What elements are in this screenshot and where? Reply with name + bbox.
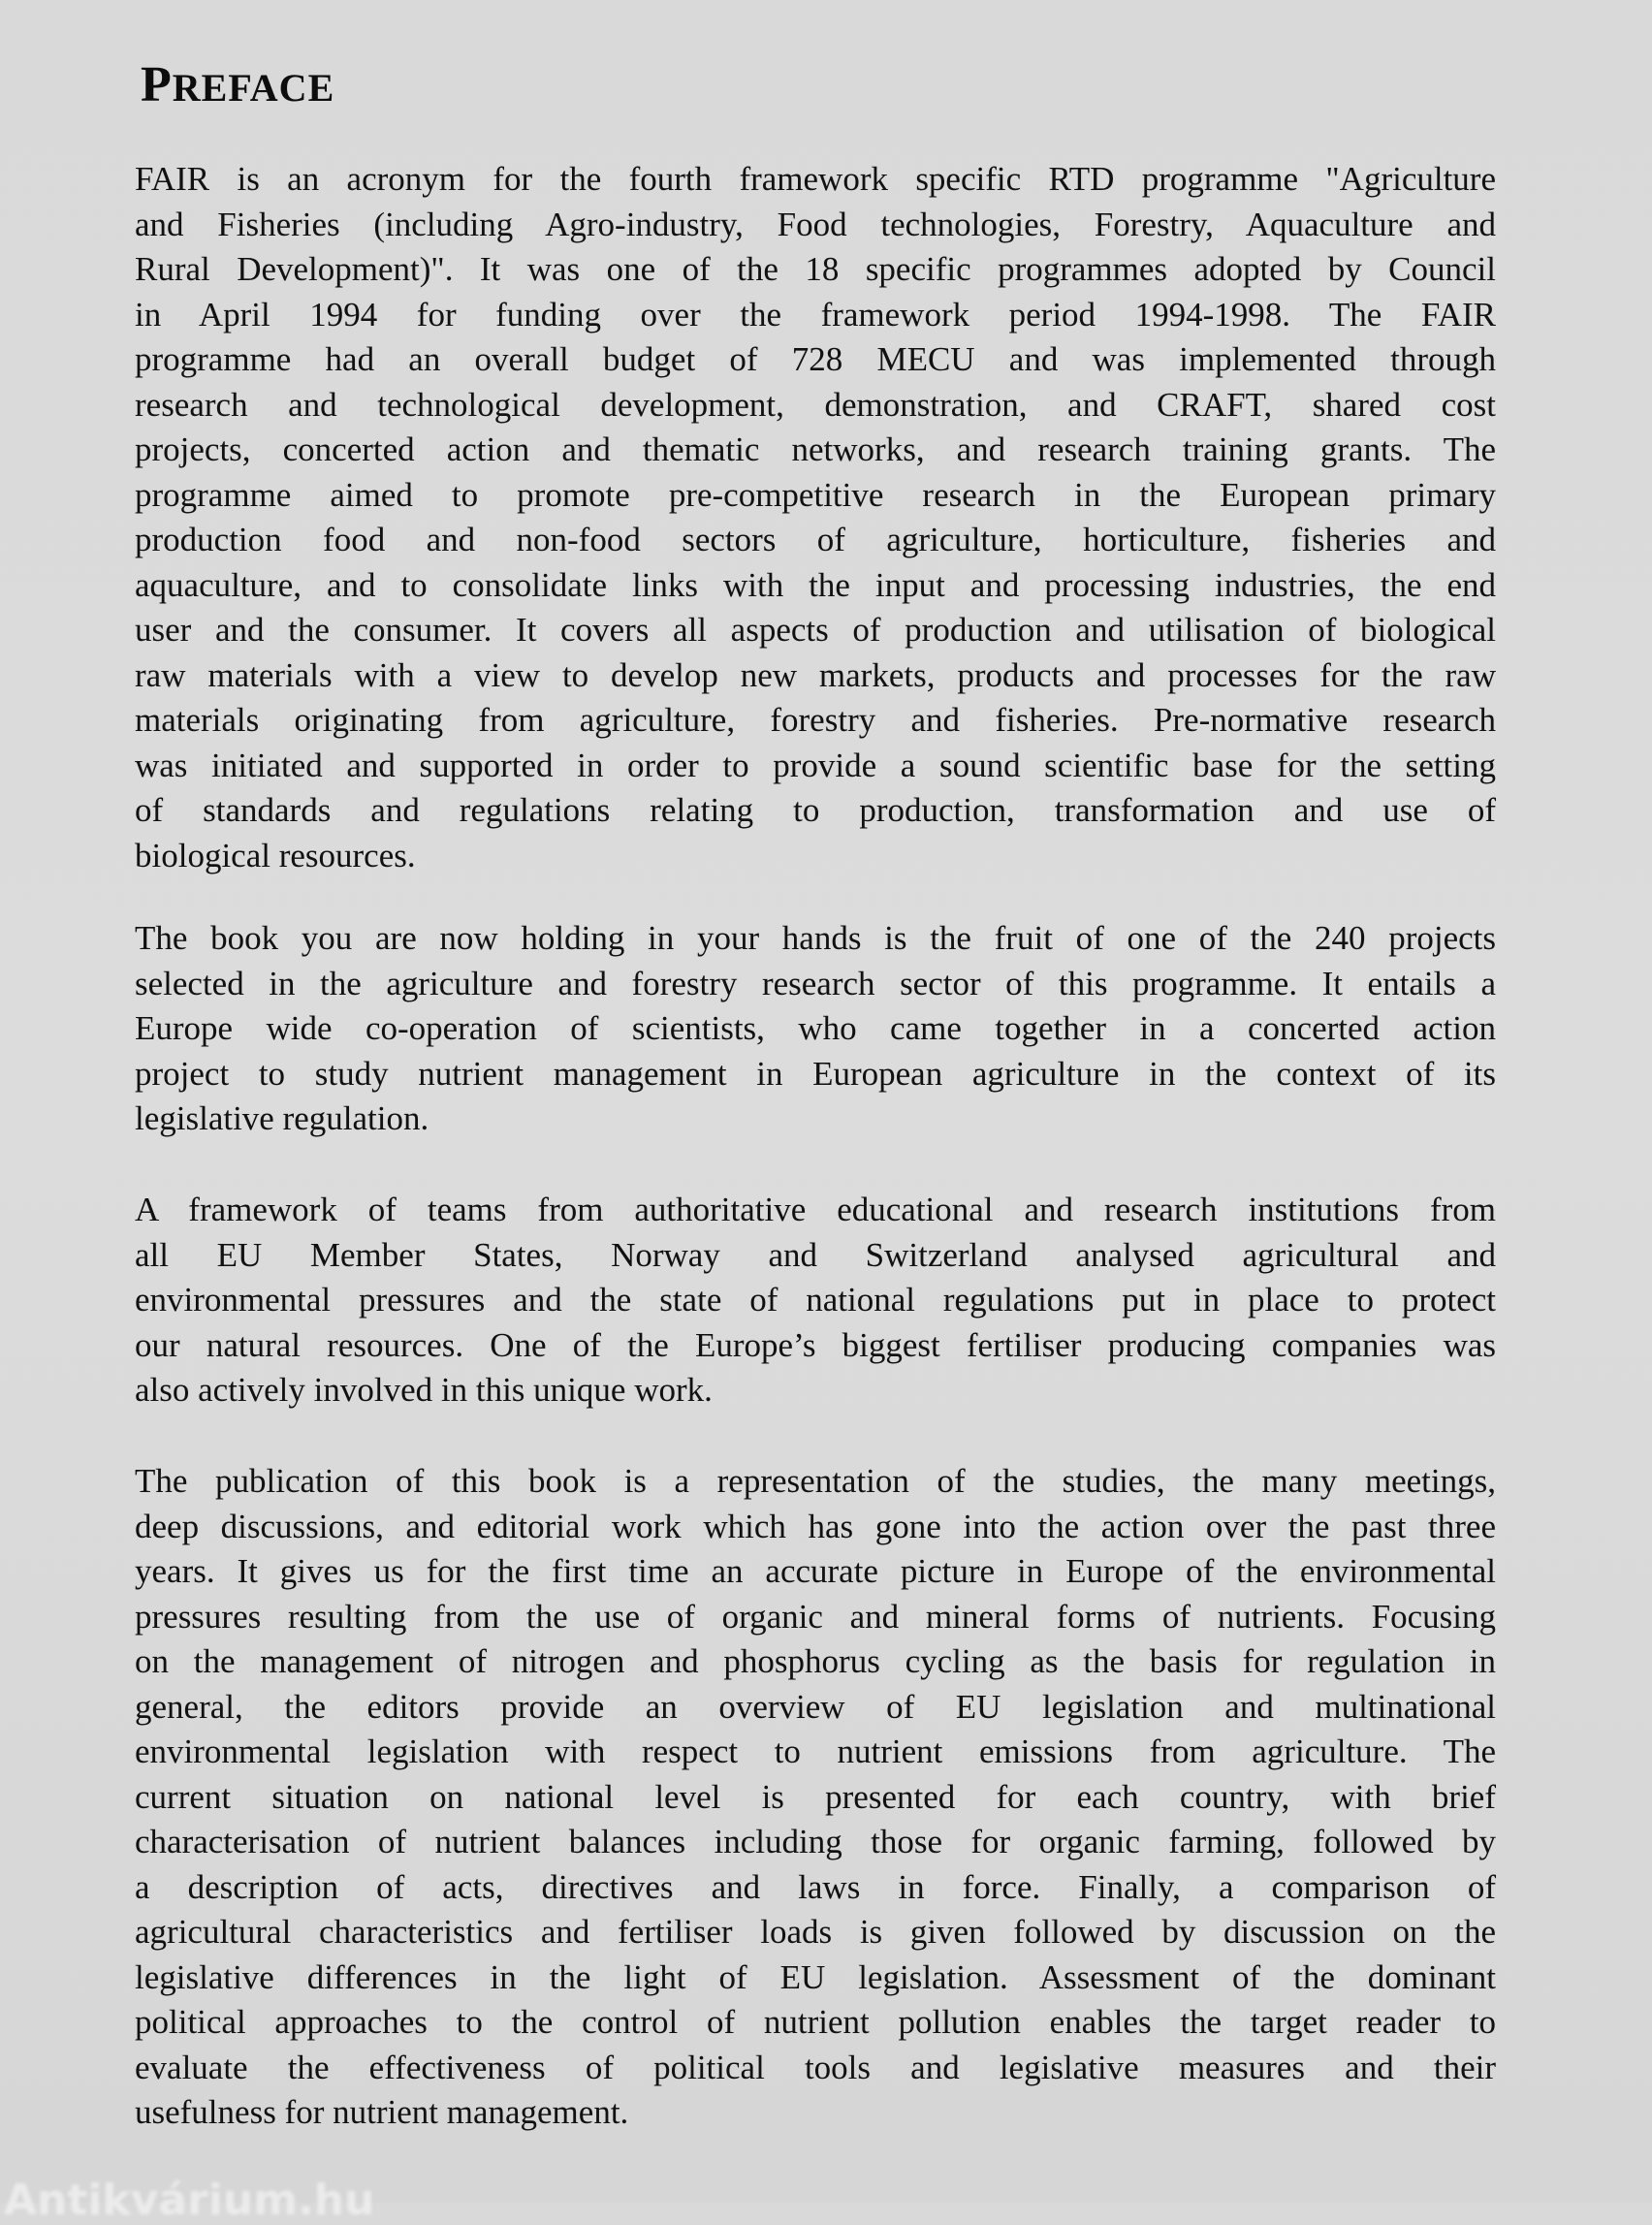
text-line: programme aimed to promote pre-competitive research in the European primary [135, 475, 1496, 514]
text-line: project to study nutrient management in European agriculture in the context of its [135, 1054, 1496, 1093]
text-line: FAIR is an acronym for the fourth framework specific RTD programme "Agriculture [135, 160, 1496, 198]
page-title [141, 56, 334, 113]
text-line: legislative differences in the light of EU legislation. Assessment of the dominant [135, 1957, 1496, 1996]
title-rest: REFACE [172, 66, 335, 110]
text-line: was initiated and supported in order to provide a sound scientific base for the setting [135, 746, 1496, 784]
text-line: The publication of this book is a representation of the studies, the many meetings, [135, 1462, 1496, 1500]
text-line: characterisation of nutrient balances including those for organic farming, followed by [135, 1823, 1496, 1860]
paragraph-publication-summary [135, 1459, 1496, 2136]
text-line: production food and non-food sectors of agriculture, horticulture, fisheries and [135, 521, 1496, 558]
text-line: evaluate the effectiveness of political tools and legislative measures and their [135, 2048, 1496, 2086]
text-line: of standards and regulations relating to production, transformation and use of [135, 791, 1496, 829]
text-line: on the management of nitrogen and phosphorus cycling as the basis for regulation in [135, 1642, 1496, 1680]
text-line: projects, concerted action and thematic networks, and research training grants. The [135, 430, 1496, 468]
text-line: and Fisheries (including Agro-industry, Food technologies, Forestry, Aquaculture and [135, 205, 1496, 243]
text-line: biological resources. [135, 836, 416, 874]
title-initial: P [141, 57, 173, 112]
text-line: years. It gives us for the first time an accurate picture in Europe of the environmental [135, 1552, 1496, 1590]
paragraph-fair-intro [135, 157, 1496, 878]
text-line: political approaches to the control of nutrient pollution enables the target reader to [135, 2003, 1496, 2041]
text-line: deep discussions, and editorial work which has gone into the action over the past three [135, 1507, 1496, 1545]
text-line: Rural Development)". It was one of the 18 specific programmes adopted by Council [135, 250, 1496, 288]
text-line: in April 1994 for funding over the framework period 1994-1998. The FAIR [135, 295, 1496, 334]
text-line: pressures resulting from the use of organic and mineral forms of nutrients. Focusing [135, 1597, 1496, 1636]
text-line: Europe wide co-operation of scientists, who came together in a concerted action [135, 1009, 1496, 1047]
paragraph-book-origin [135, 916, 1496, 1142]
text-line: our natural resources. One of the Europe’s biggest fertiliser producing companies was [135, 1325, 1496, 1364]
text-line: raw materials with a view to develop new markets, products and processes for the raw [135, 655, 1496, 694]
text-line: programme had an overall budget of 728 MECU and was implemented through [135, 340, 1496, 378]
text-line: materials originating from agriculture, forestry and fisheries. Pre-normative research [135, 701, 1496, 739]
text-line: environmental legislation with respect to nutrient emissions from agriculture. The [135, 1732, 1496, 1770]
paragraph-framework-teams [135, 1188, 1496, 1414]
watermark: Antikvárium.hu [4, 2176, 375, 2225]
text-line: a description of acts, directives and laws in force. Finally, a comparison of [135, 1867, 1496, 1906]
text-line: all EU Member States, Norway and Switzerland analysed agricultural and [135, 1235, 1496, 1274]
text-line: aquaculture, and to consolidate links with the input and processing industries, the end [135, 565, 1496, 604]
text-line: legislative regulation. [135, 1099, 429, 1137]
text-line: current situation on national level is presented for each country, with brief [135, 1777, 1496, 1816]
text-line: selected in the agriculture and forestry research sector of this programme. It entails a [135, 964, 1496, 1002]
text-line: usefulness for nutrient management. [135, 2093, 629, 2131]
text-line: research and technological development, demonstration, and CRAFT, shared cost [135, 385, 1496, 424]
text-line: also actively involved in this unique work. [135, 1371, 713, 1409]
text-line: general, the editors provide an overview of EU legislation and multinational [135, 1687, 1496, 1726]
text-line: The book you are now holding in your hands is the fruit of one of the 240 projects [135, 919, 1496, 957]
text-line: user and the consumer. It covers all aspects of production and utilisation of biological [135, 611, 1496, 649]
text-line: environmental pressures and the state of national regulations put in place to protect [135, 1281, 1496, 1319]
text-line: agricultural characteristics and fertiliser loads is given followed by discussion on the [135, 1913, 1496, 1951]
text-line: A framework of teams from authoritative educational and research institutions from [135, 1191, 1496, 1228]
